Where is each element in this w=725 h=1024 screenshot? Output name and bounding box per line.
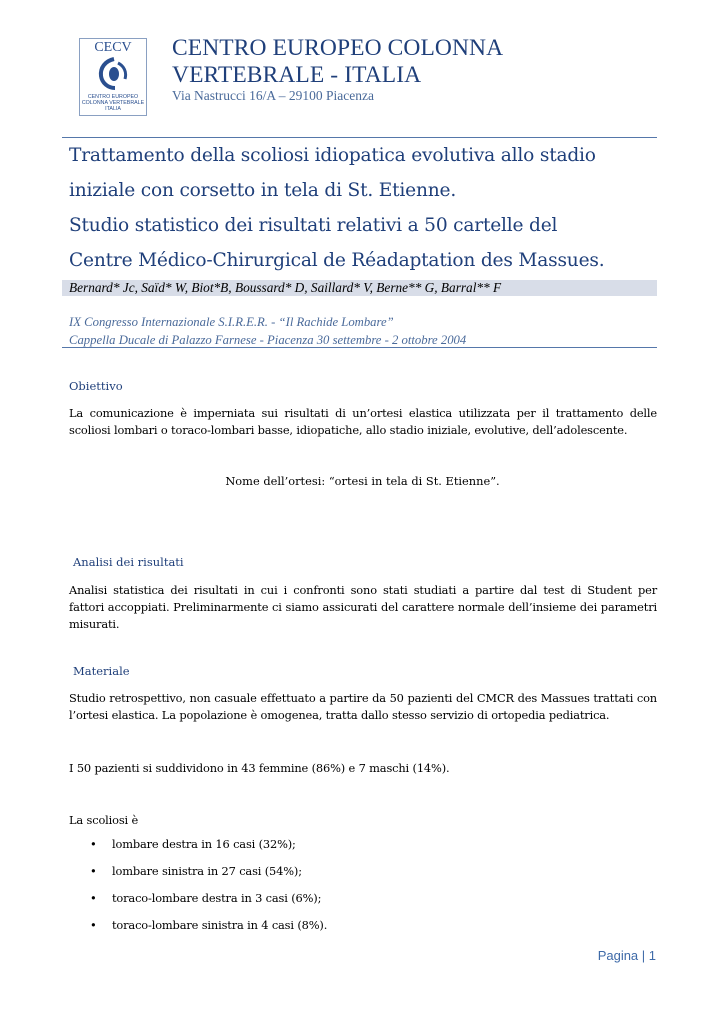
materiale-paragraph — [69, 690, 657, 724]
organization-address: Via Nastrucci 16/A – 29100 Piacenza — [172, 88, 375, 103]
conference-line-2: Cappella Ducale di Palazzo Farnese - Piacenza 30 settembre - 2 ottobre 2004 — [69, 333, 467, 347]
logo-subtitle-2: COLONNA VERTEBRALE — [81, 100, 145, 106]
organization-name-line-2: VERTEBRALE - ITALIA — [172, 62, 422, 88]
spine-emblem-icon — [97, 57, 131, 91]
analisi-line-2: fattori accoppiati. Preliminarmente ci siamo assicurati del carattere normale dell’insieme dei parametri — [69, 600, 657, 614]
title-line-3: Studio statistico dei risultati relativi a 50 cartelle del — [69, 215, 558, 236]
list-item-text: toraco-lombare destra in 3 casi (6%); — [112, 891, 322, 905]
bullet-icon: • — [90, 837, 97, 851]
organization-name-line-1: CENTRO EUROPEO COLONNA — [172, 35, 504, 61]
materiale-line-2: l’ortesi elastica. La popolazione è omogenea, tratta dallo stesso servizio di ortopedia pediatrica. — [69, 708, 610, 722]
obiettivo-paragraph — [69, 405, 657, 439]
title-line-4: Centre Médico-Chirurgical de Réadaptation des Massues. — [69, 250, 605, 271]
cecv-logo — [79, 38, 147, 116]
list-item — [90, 836, 327, 863]
obiettivo-line-2: scoliosi lombari o toraco-lombari basse, idiopatiche, allo stadio iniziale, evolutive, dell’adolescente. — [69, 423, 628, 437]
conference-divider — [62, 347, 657, 348]
section-heading-analisi: Analisi dei risultati — [73, 555, 184, 569]
page-number: Pagina | 1 — [597, 948, 656, 963]
authors-line: Bernard* Jc, Saïd* W, Biot*B, Boussard* D, Saillard* V, Berne** G, Barral** F — [62, 280, 657, 296]
scoliosi-list — [90, 836, 327, 944]
list-item — [90, 863, 327, 890]
organization-name — [172, 35, 503, 89]
obiettivo-line-1: La comunicazione è imperniata sui risultati di un’ortesi elastica utilizzata per il trattamento delle — [69, 406, 657, 420]
list-item-text: lombare destra in 16 casi (32%); — [112, 837, 296, 851]
materiale-line-1: Studio retrospettivo, non casuale effettuato a partire da 50 pazienti del CMCR des Massues trattati con — [69, 691, 657, 705]
list-item — [90, 890, 327, 917]
bullet-icon: • — [90, 891, 97, 905]
bullet-icon: • — [90, 864, 97, 878]
analisi-line-1: Analisi statistica dei risultati in cui i confronti sono stati studiati a partire dal test di Student per — [69, 583, 657, 597]
section-heading-obiettivo: Obiettivo — [69, 379, 123, 393]
list-item-text: toraco-lombare sinistra in 4 casi (8%). — [112, 918, 328, 932]
logo-subtitle-1: CENTRO EUROPEO — [87, 94, 139, 100]
analisi-paragraph — [69, 582, 657, 633]
logo-subtitle-3: ITALIA — [105, 106, 121, 112]
title-line-2: iniziale con corsetto in tela di St. Etienne. — [69, 180, 457, 201]
bullet-icon: • — [90, 918, 97, 932]
analisi-line-3: misurati. — [69, 617, 120, 631]
list-item — [90, 917, 327, 944]
conference-line-1: IX Congresso Internazionale S.I.R.E.R. - “Il Rachide Lombare” — [69, 315, 394, 329]
logo-title: CECV — [94, 40, 132, 55]
list-item-text: lombare sinistra in 27 casi (54%); — [112, 864, 302, 878]
document-title — [69, 138, 659, 278]
pazienti-text: I 50 pazienti si suddividono in 43 femmine (86%) e 7 maschi (14%). — [69, 761, 450, 775]
scoliosi-intro: La scoliosi è — [69, 813, 139, 827]
title-line-1: Trattamento della scoliosi idiopatica evolutiva allo stadio — [69, 145, 596, 166]
section-heading-materiale: Materiale — [73, 664, 130, 678]
ortesi-name: Nome dell’ortesi: “ortesi in tela di St. Etienne”. — [225, 474, 500, 488]
conference-info — [69, 313, 466, 349]
